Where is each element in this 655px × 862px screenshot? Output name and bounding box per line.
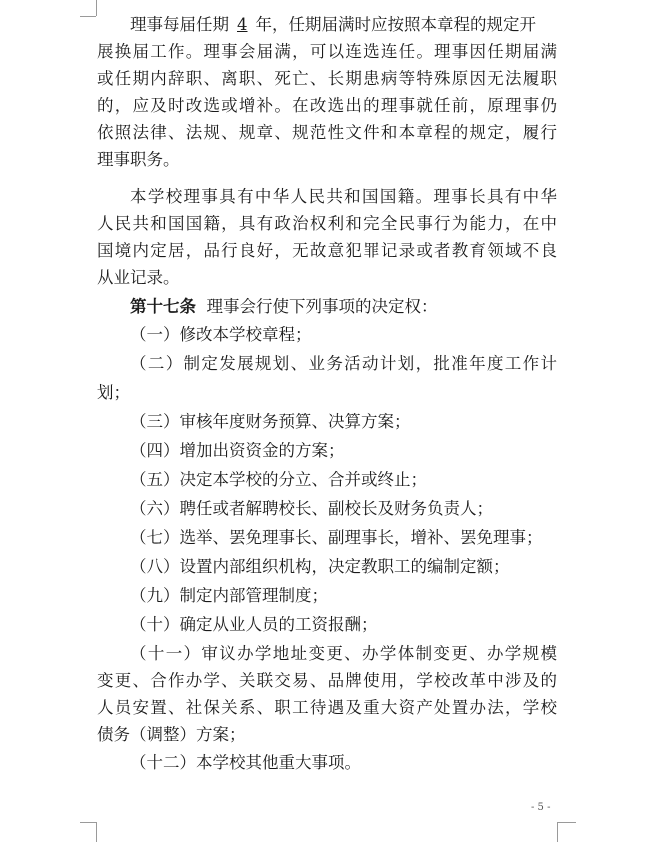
page-number: - 5 - (531, 802, 551, 813)
crop-mark-top-left-horizontal (80, 16, 96, 17)
item-8: （八）设置内部组织机构，决定教职工的编制定额； (130, 557, 510, 576)
term-years-field: 4 (237, 15, 248, 34)
item-4: （四）增加出资资金的方案； (130, 441, 345, 460)
item-11-line-4: 债务（调整）方案； (97, 725, 246, 744)
term-suffix: 年，任期届满时应按照本章程的规定开 (255, 15, 536, 34)
item-2-line-1: （二）制定发展规划、业务活动计划，批准年度工作计 (130, 354, 557, 373)
item-11-line-2: 变更、合作办学、关联交易、品牌使用，学校改革中涉及的 (97, 671, 557, 690)
term-prefix: 理事每届任期 (130, 15, 229, 34)
article-heading: 第十七条 (130, 297, 196, 316)
item-10: （十）确定从业人员的工资报酬； (130, 615, 378, 634)
para1-line-4: 的，应及时改选或增补。在改选出的理事就任前，原理事仍 (97, 96, 557, 115)
item-11-line-1: （十一）审议办学地址变更、办学体制变更、办学规模 (130, 644, 557, 663)
item-9: （九）制定内部管理制度； (130, 586, 328, 605)
item-7: （七）选举、罢免理事长、副理事长，增补、罢免理事； (130, 528, 543, 547)
crop-mark-bottom-left-vertical (96, 822, 97, 842)
item-2-line-2: 划； (97, 383, 130, 402)
item-12: （十二）本学校其他重大事项。 (130, 753, 361, 772)
crop-mark-bottom-right-vertical (557, 822, 558, 842)
para1-line-5: 依照法律、法规、规章、规范性文件和本章程的规定，履行 (97, 123, 557, 142)
para2-line-4: 从业记录。 (97, 268, 180, 287)
article-text: 理事会行使下列事项的决定权： (206, 297, 438, 316)
item-3: （三）审核年度财务预算、决算方案； (130, 412, 411, 431)
para1-line-2: 展换届工作。理事会届满，可以连选连任。理事因任期届满 (97, 42, 557, 61)
crop-mark-bottom-left-horizontal (80, 822, 96, 823)
para1-line-6: 理事职务。 (97, 150, 180, 169)
para2-line-1: 本学校理事具有中华人民共和国国籍。理事长具有中华 (130, 187, 557, 206)
crop-mark-bottom-right-horizontal (558, 822, 576, 823)
item-1: （一）修改本学校章程； (130, 325, 312, 344)
article-17 (130, 294, 557, 320)
para2-line-2: 人民共和国国籍，具有政治权利和完全民事行为能力，在中 (97, 214, 557, 233)
para1-line-1 (97, 12, 557, 38)
item-11-line-3: 人员安置、社保关系、职工待遇及重大资产处置办法，学校 (97, 698, 557, 717)
para2-line-3: 国境内定居，品行良好，无故意犯罪记录或者教育领域不良 (97, 241, 557, 260)
para1-line-3: 或任期内辞职、离职、死亡、长期患病等特殊原因无法履职 (97, 69, 557, 88)
item-5: （五）决定本学校的分立、合并或终止； (130, 470, 427, 489)
item-6: （六）聘任或者解聘校长、副校长及财务负责人； (130, 499, 493, 518)
